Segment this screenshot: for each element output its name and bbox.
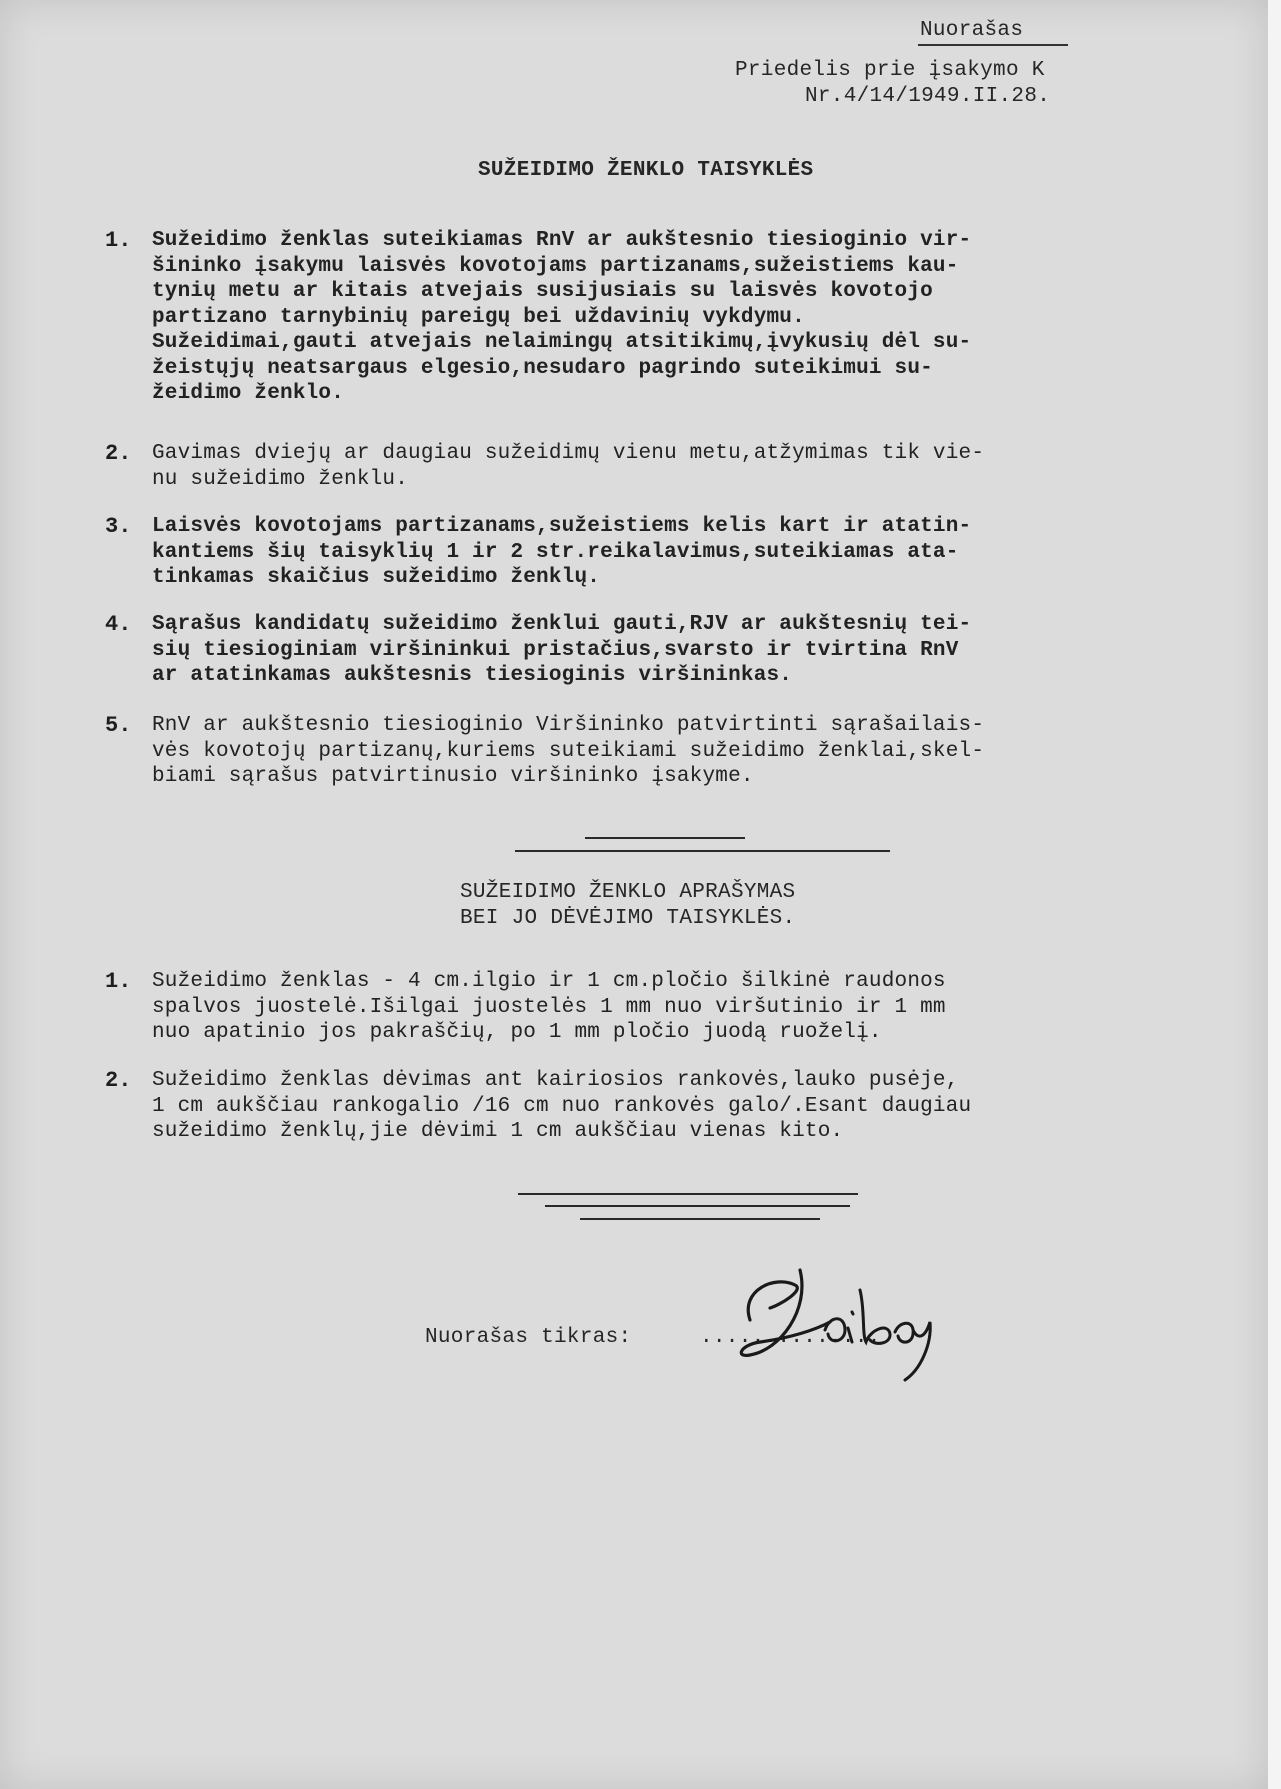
- divider-rule: [585, 837, 745, 839]
- item-number: 2.: [105, 1068, 132, 1093]
- copy-mark: Nuorašas: [920, 19, 1024, 42]
- text-line: Sužeidimo ženklas dėvimas ant kairiosios rankovės,lauko pusėje,: [152, 1069, 959, 1092]
- text-line: partizano tarnybinių pareigų bei uždavinių vykdymu.: [152, 305, 805, 329]
- text-line: Sužeidimo ženklas - 4 cm.ilgio ir 1 cm.pločio šilkinė raudonos: [152, 970, 946, 993]
- text-line: nu sužeidimo ženklu.: [152, 467, 409, 491]
- text-line: kantiems šių taisyklių 1 ir 2 str.reikalavimus,suteikiamas ata-: [152, 540, 959, 564]
- item-number: 1.: [105, 969, 132, 994]
- section1-item-3: [152, 514, 1262, 591]
- section2-title-line-2: BEI JO DĖVĖJIMO TAISYKLĖS.: [460, 907, 796, 930]
- text-line: Sužeidimo ženklas suteikiamas RnV ar aukštesnio tiesioginio vir-: [152, 229, 972, 252]
- text-line: biami sąrašus patvirtinusio viršininko įsakyme.: [152, 765, 754, 788]
- text-line: nuo apatinio jos pakraščių, po 1 mm pločio juodą ruoželį.: [152, 1021, 882, 1044]
- section1-item-4: [152, 612, 1262, 689]
- page-edge: [1268, 0, 1281, 1789]
- divider-rule: [580, 1218, 820, 1220]
- text-line: tynių metu ar kitais atvejais susijusiais su laisvės kovotojo: [152, 280, 933, 303]
- text-line: Sužeidimai,gauti atvejais nelaimingų atsitikimų,įvykusių dėl su-: [152, 331, 972, 354]
- text-line: vės kovotojų partizanų,kuriems suteikiami sužeidimo ženklai,skel-: [152, 739, 985, 763]
- section1-item-1: [152, 228, 1262, 407]
- text-line: sužeidimo ženklų,jie dėvimi 1 cm aukščiau vienas kito.: [152, 1120, 844, 1143]
- divider-rule: [518, 1193, 858, 1195]
- section1-title: SUŽEIDIMO ŽENKLO TAISYKLĖS: [478, 159, 814, 182]
- text-line: 1 cm aukščiau rankogalio /16 cm nuo rankovės galo/.Esant daugiau: [152, 1094, 972, 1118]
- section2-title-line-1: SUŽEIDIMO ŽENKLO APRAŠYMAS: [460, 881, 796, 904]
- text-line: spalvos juostelė.Išilgai juostelės 1 mm nuo viršutinio ir 1 mm: [152, 995, 946, 1019]
- text-line: Gavimas dviejų ar daugiau sužeidimų vienu metu,atžymimas tik vie-: [152, 442, 985, 465]
- section2-item-2: [152, 1068, 1262, 1145]
- divider-rule: [515, 850, 890, 852]
- item-number: 5.: [105, 713, 132, 738]
- text-line: RnV ar aukštesnio tiesioginio Viršininko patvirtinti sąrašailais-: [152, 714, 985, 737]
- copy-mark-underline: [918, 44, 1068, 46]
- text-line: žeidimo ženklo.: [152, 382, 345, 405]
- item-number: 3.: [105, 514, 132, 539]
- divider-rule: [545, 1205, 850, 1207]
- section1-item-2: [152, 441, 1262, 492]
- item-number: 2.: [105, 441, 132, 466]
- handwritten-signature: [720, 1250, 960, 1390]
- section2-item-1: [152, 969, 1262, 1046]
- reference-line-1: Priedelis prie įsakymo K: [735, 59, 1045, 82]
- item-number: 1.: [105, 228, 132, 253]
- reference-line-2: Nr.4/14/1949.II.28.: [805, 85, 1051, 108]
- text-line: Laisvės kovotojams partizanams,sužeistiems kelis kart ir atatin-: [152, 515, 972, 538]
- text-line: žeistųjų neatsargaus elgesio,nesudaro pagrindo suteikimui su-: [152, 356, 933, 380]
- section1-item-5: [152, 713, 1262, 790]
- text-line: Sąrašus kandidatų sužeidimo ženklui gauti,RJV ar aukštesnių tei-: [152, 613, 972, 636]
- item-number: 4.: [105, 612, 132, 637]
- text-line: sių tiesioginiam viršininkui pristačius,svarsto ir tvirtina RnV: [152, 638, 959, 662]
- text-line: tinkamas skaičius sužeidimo ženklų.: [152, 566, 601, 589]
- text-line: ar atatinkamas aukštesnis tiesioginis viršininkas.: [152, 664, 793, 687]
- text-line: šininko įsakymu laisvės kovotojams partizanams,sužeistiems kau-: [152, 254, 959, 278]
- certification-label: Nuorašas tikras:: [425, 1326, 632, 1349]
- certification-dots: ..............: [700, 1326, 881, 1349]
